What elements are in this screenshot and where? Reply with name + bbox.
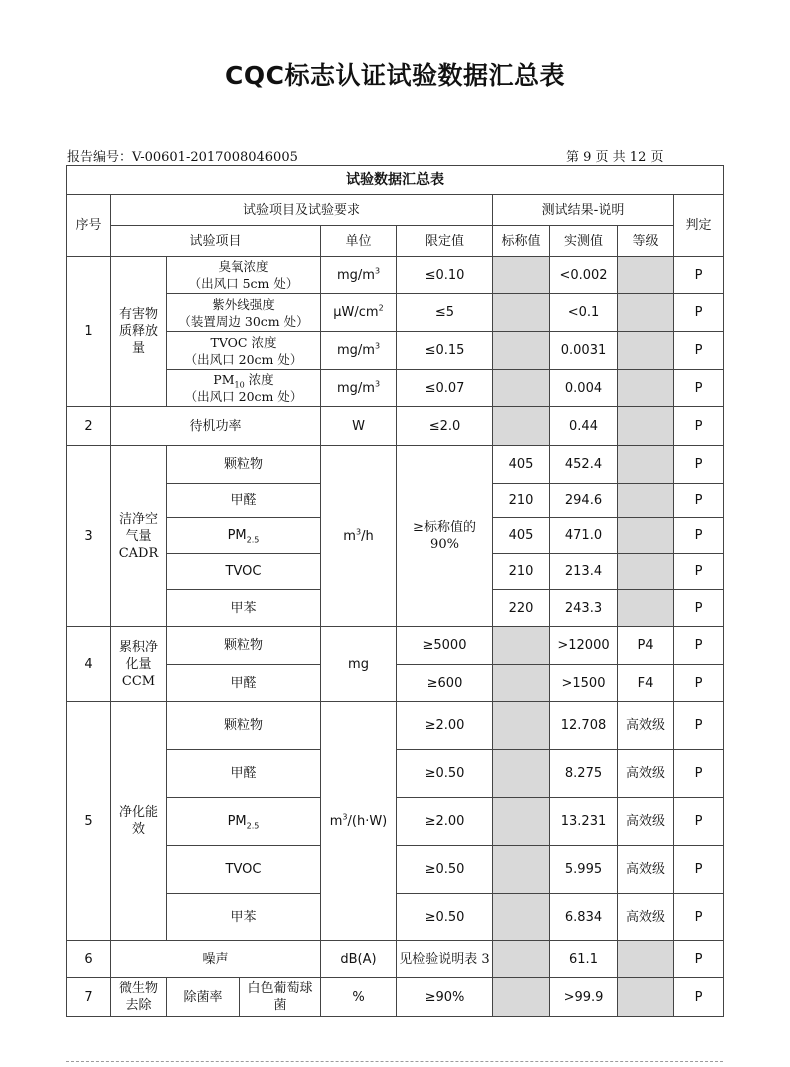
verdict-cell: P	[674, 332, 724, 370]
grade-cell	[618, 332, 674, 370]
grade-cell: 高效级	[618, 750, 674, 798]
header-seq: 序号	[67, 195, 111, 257]
nominal-cell	[493, 702, 550, 750]
verdict-cell: P	[674, 257, 724, 294]
nominal-cell: 210	[493, 484, 550, 518]
row-seq: 3	[67, 446, 111, 627]
verdict-cell: P	[674, 484, 724, 518]
item-cell: 待机功率	[111, 407, 321, 446]
verdict-cell: P	[674, 294, 724, 332]
measured-cell: 0.004	[550, 370, 618, 407]
sterilization-rate-label: 除菌率	[167, 978, 240, 1016]
limit-cell: ≥2.00	[397, 798, 493, 846]
item-cell: 甲苯	[167, 894, 321, 941]
bacteria-label: 白色葡萄球菌	[247, 981, 313, 1013]
limit-cell: ≥90%	[397, 978, 493, 1017]
grade-cell: P4	[618, 627, 674, 665]
nominal-cell	[493, 750, 550, 798]
row-seq: 2	[67, 407, 111, 446]
grade-cell: 高效级	[618, 798, 674, 846]
item-cell	[167, 978, 321, 1017]
nominal-cell	[493, 665, 550, 702]
table-caption: 试验数据汇总表	[67, 166, 724, 195]
verdict-cell: P	[674, 446, 724, 484]
grade-cell: 高效级	[618, 894, 674, 941]
measured-cell: 294.6	[550, 484, 618, 518]
grade-cell	[618, 978, 674, 1017]
item-cell: $PM_{10}$ 浓度 （出风口 20cm 处）	[167, 370, 321, 407]
page-title: CQC标志认证试验数据汇总表	[225, 61, 565, 90]
grade-cell	[618, 941, 674, 978]
row-seq: 6	[67, 941, 111, 978]
measured-cell: 0.44	[550, 407, 618, 446]
grade-cell	[618, 554, 674, 590]
unit-cell: $mg/m^3$	[321, 370, 397, 407]
unit-cell: %	[321, 978, 397, 1017]
measured-cell: <0.002	[550, 257, 618, 294]
unit-cell: $mg/m^3$	[321, 332, 397, 370]
item-cell: 颗粒物	[167, 446, 321, 484]
measured-cell: 6.834	[550, 894, 618, 941]
item-cell: 噪声	[111, 941, 321, 978]
limit-cell: 见检验说明表 3	[397, 941, 493, 978]
row-group: 有害物质释放量	[111, 257, 167, 407]
grade-cell: 高效级	[618, 702, 674, 750]
nominal-cell: 405	[493, 446, 550, 484]
nominal-cell	[493, 257, 550, 294]
page-info: 第 9 页 共 12 页	[566, 150, 664, 165]
nominal-cell	[493, 846, 550, 894]
verdict-cell: P	[674, 627, 724, 665]
grade-cell: F4	[618, 665, 674, 702]
nominal-cell	[493, 798, 550, 846]
grade-cell	[618, 446, 674, 484]
header-grade: 等级	[618, 226, 674, 257]
nominal-cell	[493, 627, 550, 665]
table-row	[67, 978, 724, 1017]
nominal-cell	[493, 370, 550, 407]
table-row	[67, 702, 724, 750]
header-verdict: 判定	[674, 195, 724, 257]
measured-cell: 13.231	[550, 798, 618, 846]
item-cell: TVOC	[167, 554, 321, 590]
measured-cell: 12.708	[550, 702, 618, 750]
item-cell: $PM_{2.5}$	[167, 798, 321, 846]
table-row	[67, 407, 724, 446]
limit-cell: ≥5000	[397, 627, 493, 665]
verdict-cell: P	[674, 894, 724, 941]
verdict-cell: P	[674, 518, 724, 554]
row-seq: 7	[67, 978, 111, 1017]
nominal-cell: 405	[493, 518, 550, 554]
verdict-cell: P	[674, 370, 724, 407]
item-cell: 颗粒物	[167, 702, 321, 750]
item-cell: 甲醛	[167, 484, 321, 518]
limit-cell: ≤5	[397, 294, 493, 332]
limit-cell: ≥2.00	[397, 702, 493, 750]
measured-cell: >99.9	[550, 978, 618, 1017]
table-row	[67, 941, 724, 978]
bottom-dashed-divider	[66, 1061, 723, 1062]
verdict-cell: P	[674, 702, 724, 750]
unit-cell: mg	[321, 627, 397, 702]
limit-cell: ≥600	[397, 665, 493, 702]
measured-cell: 61.1	[550, 941, 618, 978]
item-cell: 甲苯	[167, 590, 321, 627]
verdict-cell: P	[674, 750, 724, 798]
unit-cell: $m^3/(h\cdot W)$	[321, 702, 397, 941]
header-items-requirements: 试验项目及试验要求	[111, 195, 493, 226]
measured-cell: 8.275	[550, 750, 618, 798]
grade-cell	[618, 484, 674, 518]
table-row	[67, 627, 724, 665]
row-group: 累积净化量CCM	[111, 627, 167, 702]
header-limit: 限定值	[397, 226, 493, 257]
item-cell: 臭氧浓度 （出风口 5cm 处）	[167, 257, 321, 294]
limit-cell: ≤0.10	[397, 257, 493, 294]
nominal-cell	[493, 332, 550, 370]
verdict-cell: P	[674, 798, 724, 846]
header-item: 试验项目	[111, 226, 321, 257]
row-seq: 5	[67, 702, 111, 941]
report-number: 报告编号：V-00601-2017008046005	[67, 150, 298, 165]
unit-cell: $m^3/h$	[321, 446, 397, 627]
measured-cell: 452.4	[550, 446, 618, 484]
item-cell: 紫外线强度 （装置周边 30cm 处）	[167, 294, 321, 332]
measured-cell: 471.0	[550, 518, 618, 554]
item-cell: TVOC	[167, 846, 321, 894]
unit-cell: W	[321, 407, 397, 446]
limit-cell: ≥标称值的90%	[397, 446, 493, 627]
header-unit: 单位	[321, 226, 397, 257]
grade-cell: 高效级	[618, 846, 674, 894]
header-measured: 实测值	[550, 226, 618, 257]
unit-cell: $mg/m^3$	[321, 257, 397, 294]
item-cell: 颗粒物	[167, 627, 321, 665]
measured-cell: <0.1	[550, 294, 618, 332]
grade-cell	[618, 518, 674, 554]
verdict-cell: P	[674, 846, 724, 894]
limit-cell: ≤0.15	[397, 332, 493, 370]
verdict-cell: P	[674, 590, 724, 627]
verdict-cell: P	[674, 407, 724, 446]
limit-cell: ≥0.50	[397, 894, 493, 941]
nominal-cell	[493, 941, 550, 978]
nominal-cell	[493, 894, 550, 941]
nominal-cell: 220	[493, 590, 550, 627]
limit-cell: ≤2.0	[397, 407, 493, 446]
row-group: 净化能效	[111, 702, 167, 941]
limit-cell: ≤0.07	[397, 370, 493, 407]
grade-cell	[618, 590, 674, 627]
limit-cell: ≥0.50	[397, 750, 493, 798]
item-cell: TVOC 浓度 （出风口 20cm 处）	[167, 332, 321, 370]
verdict-cell: P	[674, 978, 724, 1017]
item-cell: 甲醛	[167, 750, 321, 798]
test-data-summary-table	[66, 165, 724, 1017]
nominal-cell	[493, 294, 550, 332]
verdict-cell: P	[674, 554, 724, 590]
item-cell: $PM_{2.5}$	[167, 518, 321, 554]
measured-cell: 213.4	[550, 554, 618, 590]
measured-cell: >12000	[550, 627, 618, 665]
measured-cell: 0.0031	[550, 332, 618, 370]
table-row	[67, 257, 724, 294]
nominal-cell: 210	[493, 554, 550, 590]
grade-cell	[618, 407, 674, 446]
grade-cell	[618, 370, 674, 407]
limit-cell: ≥0.50	[397, 846, 493, 894]
item-cell: 甲醛	[167, 665, 321, 702]
measured-cell: 243.3	[550, 590, 618, 627]
measured-cell: >1500	[550, 665, 618, 702]
unit-cell: $\mu W/cm^2$	[321, 294, 397, 332]
verdict-cell: P	[674, 665, 724, 702]
row-group: 洁净空气量CADR	[111, 446, 167, 627]
row-seq: 4	[67, 627, 111, 702]
grade-cell	[618, 294, 674, 332]
nominal-cell	[493, 978, 550, 1017]
verdict-cell: P	[674, 941, 724, 978]
row-seq: 1	[67, 257, 111, 407]
header-results: 测试结果-说明	[493, 195, 674, 226]
grade-cell	[618, 257, 674, 294]
header-nominal: 标称值	[493, 226, 550, 257]
table-row	[67, 446, 724, 484]
measured-cell: 5.995	[550, 846, 618, 894]
row-group: 微生物去除	[111, 978, 167, 1017]
unit-cell: dB(A)	[321, 941, 397, 978]
nominal-cell	[493, 407, 550, 446]
